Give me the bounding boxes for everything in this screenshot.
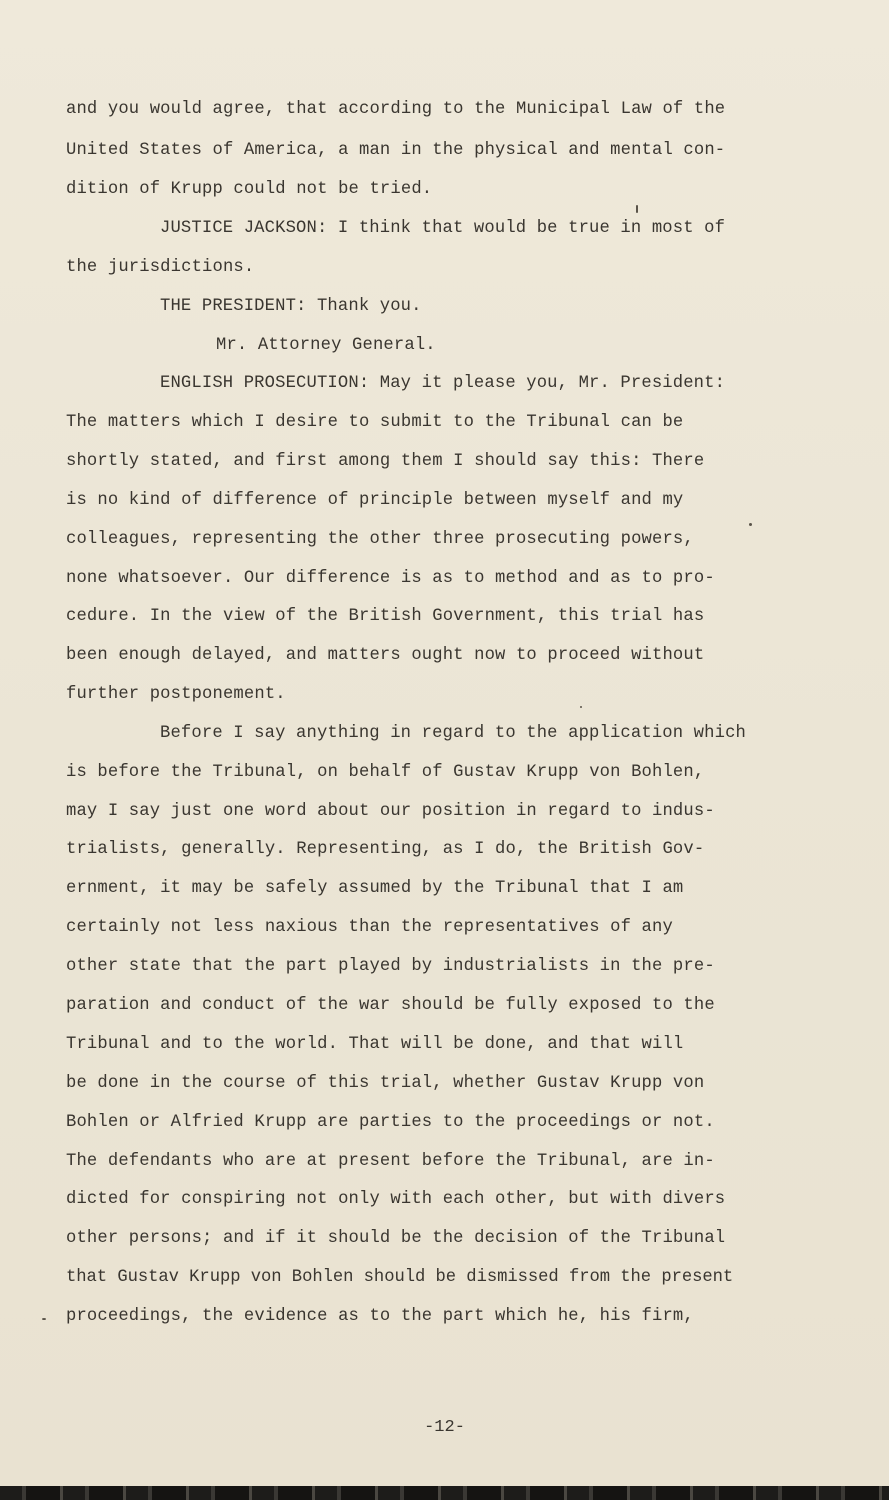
text-line-7: Mr. Attorney General.: [216, 336, 436, 355]
text-line-32: proceedings, the evidence as to the part which he, his firm,: [66, 1307, 694, 1326]
text-line-6: THE PRESIDENT: Thank you.: [160, 297, 422, 316]
text-line-9: The matters which I desire to submit to the Tribunal can be: [66, 413, 684, 432]
text-line-21: ernment, it may be safely assumed by the Tribunal that I am: [66, 879, 684, 898]
text-line-23: other state that the part played by industrialists in the pre-: [66, 957, 715, 976]
text-line-22: certainly not less naxious than the representatives of any: [66, 918, 673, 937]
text-line-3: dition of Krupp could not be tried.: [66, 180, 433, 199]
paper-speck: [580, 706, 582, 708]
paper-speck: [42, 1318, 46, 1320]
text-line-12: colleagues, representing the other three prosecuting powers,: [66, 530, 694, 549]
text-line-5: the jurisdictions.: [66, 258, 255, 277]
text-line-4: JUSTICE JACKSON: I think that would be true in most of: [160, 219, 726, 238]
text-line-20: trialists, generally. Representing, as I do, the British Gov-: [66, 840, 705, 859]
text-line-17: Before I say anything in regard to the application which: [160, 724, 746, 743]
text-line-19: may I say just one word about our position in regard to indus-: [66, 802, 715, 821]
paper-speck: [636, 205, 638, 213]
text-line-15: been enough delayed, and matters ought now to proceed without: [66, 646, 705, 665]
text-line-28: The defendants who are at present before the Tribunal, are in-: [66, 1152, 715, 1171]
text-line-30: other persons; and if it should be the decision of the Tribunal: [66, 1229, 726, 1248]
text-line-25: Tribunal and to the world. That will be done, and that will: [66, 1035, 684, 1054]
scan-edge-strip: [0, 1486, 889, 1500]
paper-speck: [749, 523, 752, 526]
text-line-10: shortly stated, and first among them I should say this: There: [66, 452, 705, 471]
text-line-13: none whatsoever. Our difference is as to method and as to pro-: [66, 569, 715, 588]
text-line-1: and you would agree, that according to the Municipal Law of the: [66, 100, 726, 119]
text-line-8: ENGLISH PROSECUTION: May it please you, Mr. President:: [160, 374, 726, 393]
text-line-31: that Gustav Krupp von Bohlen should be dismissed from the present: [66, 1268, 734, 1287]
page-number: -12-: [424, 1418, 465, 1437]
text-line-14: cedure. In the view of the British Government, this trial has: [66, 607, 705, 626]
text-line-11: is no kind of difference of principle between myself and my: [66, 491, 684, 510]
text-line-18: is before the Tribunal, on behalf of Gustav Krupp von Bohlen,: [66, 763, 705, 782]
text-line-27: Bohlen or Alfried Krupp are parties to the proceedings or not.: [66, 1113, 715, 1132]
text-line-16: further postponement.: [66, 685, 286, 704]
text-line-24: paration and conduct of the war should be fully exposed to the: [66, 996, 715, 1015]
text-line-2: United States of America, a man in the physical and mental con-: [66, 141, 726, 160]
text-line-26: be done in the course of this trial, whether Gustav Krupp von: [66, 1074, 705, 1093]
text-line-29: dicted for conspiring not only with each other, but with divers: [66, 1190, 726, 1209]
